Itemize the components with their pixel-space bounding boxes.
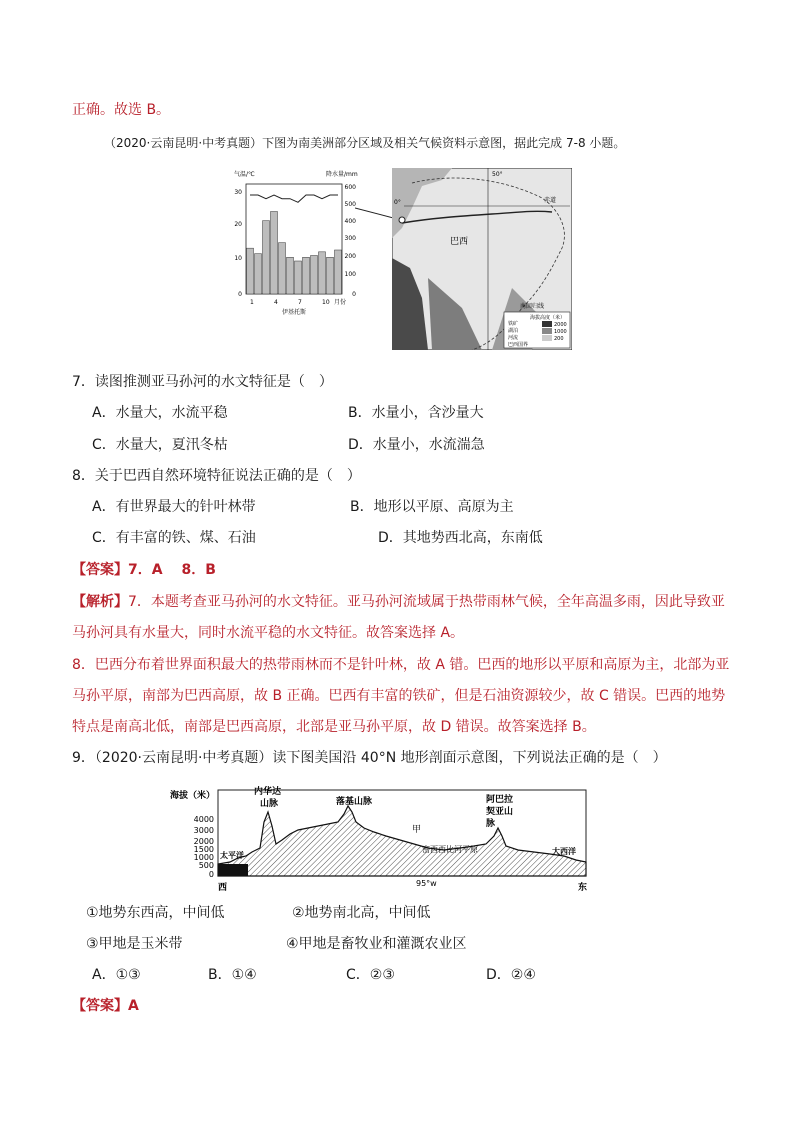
q7-option-d[interactable]: D．水量小，水流湍急 xyxy=(348,437,485,453)
map-lon-label: 50° xyxy=(492,171,503,178)
plain-label: 密西西比河平原 xyxy=(422,845,478,854)
x-tick: 7 xyxy=(298,299,302,306)
left-tick: 10 xyxy=(234,255,242,262)
y-right-label: 降水量/mm xyxy=(326,171,358,178)
analysis-line-5: 特点是南高北低，南部是巴西高原，北部是亚马孙平原，故 D 错误。故答案选择 B。 xyxy=(72,719,596,735)
q8-option-b[interactable]: B．地形以平原、高原为主 xyxy=(350,499,514,515)
precip-bar xyxy=(271,212,278,295)
precip-bar xyxy=(335,250,342,294)
brazil-label: 巴西 xyxy=(450,237,469,247)
y-tick: 3000 xyxy=(193,826,214,835)
nevada-label: 内华达 xyxy=(254,787,282,797)
legend-title: 海拔高度（米） xyxy=(530,315,566,321)
precip-bar xyxy=(319,252,326,294)
q9-statement-2: ②地势南北高，中间低 xyxy=(292,905,431,921)
answer-9 xyxy=(72,996,139,1016)
left-tick: 30 xyxy=(234,189,242,196)
south-america-map xyxy=(392,168,572,350)
east-label: 东 xyxy=(578,883,588,893)
answer-label: 【答案】 xyxy=(72,998,128,1014)
y-tick: 2000 xyxy=(193,837,214,846)
y-tick: 0 xyxy=(208,870,214,879)
q7-option-c[interactable]: C．水量大，夏汛冬枯 xyxy=(92,437,228,453)
legend-item: 巴西国界 xyxy=(508,342,529,348)
answer-text: 7．A 8．B xyxy=(128,562,216,578)
y-tick: 4000 xyxy=(193,815,214,824)
precip-bar xyxy=(303,257,310,294)
x-tick: 4 xyxy=(274,299,278,306)
tropic-label: 南回归线 xyxy=(520,303,545,310)
lon-label: 95°w xyxy=(416,879,437,888)
y-tick: 500 xyxy=(198,861,214,870)
q9-option-a[interactable]: A．①③ xyxy=(92,967,141,983)
y-tick: 1500 xyxy=(193,845,214,854)
analysis-line-4: 马孙平原，南部为巴西高原，故 B 正确。巴西有丰富的铁矿，但是石油资源较少，故 C 错误。巴西的地势 xyxy=(72,688,726,704)
right-tick: 300 xyxy=(344,235,356,242)
q8-option-a[interactable]: A．有世界最大的针叶林带 xyxy=(92,499,256,515)
terrain-profile xyxy=(168,782,598,894)
q7-option-a[interactable]: A．水量大，水流平稳 xyxy=(92,405,228,421)
legend-item: 铁矿 xyxy=(508,321,519,327)
analysis-line-3: 8．巴西分布着世界面积最大的热带雨林而不是针叶林，故 A 错。巴西的地形以平原和高原为主，北部为亚 xyxy=(72,657,730,673)
x-label: 月份 xyxy=(334,299,347,306)
analysis-line-1 xyxy=(72,592,725,612)
q7-option-b[interactable]: B．水量小，含沙量大 xyxy=(348,405,484,421)
question-intro-7-8: （2020·云南昆明·中考真题）下图为南美洲部分区域及相关气候资料示意图，据此完成 7-8 小题。 xyxy=(104,136,626,150)
x-tick: 1 xyxy=(250,299,254,306)
pacific-fill xyxy=(218,864,248,876)
legend-item: 河流 xyxy=(508,335,519,341)
precip-bar xyxy=(279,243,286,294)
analysis-label: 【解析】 xyxy=(72,594,128,610)
right-tick: 0 xyxy=(352,291,356,298)
left-tick: 20 xyxy=(234,221,242,228)
q9-option-d[interactable]: D．②④ xyxy=(486,967,536,983)
right-tick: 200 xyxy=(344,253,356,260)
rocky-label: 落基山脉 xyxy=(336,797,373,807)
precip-bar xyxy=(263,221,270,294)
q8-option-c[interactable]: C．有丰富的铁、煤、石油 xyxy=(92,530,256,546)
appalachian-label: 阿巴拉 xyxy=(486,795,514,805)
pacific-label: 太平洋 xyxy=(220,851,244,860)
answer-text: A xyxy=(128,998,139,1014)
q9-statement-3: ③甲地是玉米带 xyxy=(86,936,183,952)
q9-option-b[interactable]: B．①④ xyxy=(208,967,257,983)
precip-bar xyxy=(311,256,318,295)
q8-option-d[interactable]: D．其地势西北高，东南低 xyxy=(378,530,543,546)
nevada-label: 山脉 xyxy=(260,799,279,809)
answer-7-8 xyxy=(72,560,216,580)
right-tick: 400 xyxy=(344,218,356,225)
map-lat-label: 0° xyxy=(394,199,401,206)
right-tick: 100 xyxy=(344,271,356,278)
answer-label: 【答案】 xyxy=(72,562,128,578)
q7-stem: 7．读图推测亚马孙河的水文特征是（ ） xyxy=(72,374,333,390)
legend-height: 2000 xyxy=(554,322,567,328)
q9-statement-4: ④甲地是畜牧业和灌溉农业区 xyxy=(286,936,467,952)
appalachian-label: 契亚山 xyxy=(486,807,514,817)
prev-answer-tail: 正确。故选 B。 xyxy=(72,102,171,118)
right-tick: 500 xyxy=(344,201,356,208)
precip-bar xyxy=(295,261,302,294)
analysis-line-2: 马孙河具有水量大，同时水流平稳的水文特征。故答案选择 A。 xyxy=(72,625,465,641)
station-name: 伊基托斯 xyxy=(282,309,307,316)
x-tick: 10 xyxy=(322,299,330,306)
profile-y-label: 海拔（米） xyxy=(170,791,216,801)
legend-height: 1000 xyxy=(554,329,567,335)
left-tick: 0 xyxy=(238,291,242,298)
jia-label: 甲 xyxy=(412,825,422,835)
y-tick: 1000 xyxy=(193,853,214,862)
west-label: 西 xyxy=(218,883,228,893)
q9-stem: 9．（2020·云南昆明·中考真题）读下图美国沿 40°N 地形剖面示意图，下列说法正确的是（ ） xyxy=(72,750,667,766)
precip-bar xyxy=(287,257,294,294)
station-marker xyxy=(399,217,405,223)
q9-option-c[interactable]: C．②③ xyxy=(346,967,395,983)
precip-bar xyxy=(247,248,254,294)
analysis-text: 7．本题考查亚马孙河的水文特征。亚马孙河流域属于热带雨林气候，全年高温多雨，因此导致亚 xyxy=(128,594,725,610)
equator-label: 赤道 xyxy=(544,197,557,204)
atlantic-label: 大西洋 xyxy=(552,847,576,856)
precip-bar xyxy=(327,257,334,294)
precip-bar xyxy=(255,254,262,294)
appalachian-label: 脉 xyxy=(486,819,496,829)
q9-statement-1: ①地势东西高，中间低 xyxy=(86,905,225,921)
legend-item: 湖泊 xyxy=(508,328,519,334)
legend-height: 200 xyxy=(554,336,564,342)
climate-chart xyxy=(232,166,358,316)
y-left-label: 气温/℃ xyxy=(234,171,255,178)
right-tick: 600 xyxy=(344,184,356,191)
q8-stem: 8．关于巴西自然环境特征说法正确的是（ ） xyxy=(72,468,361,484)
